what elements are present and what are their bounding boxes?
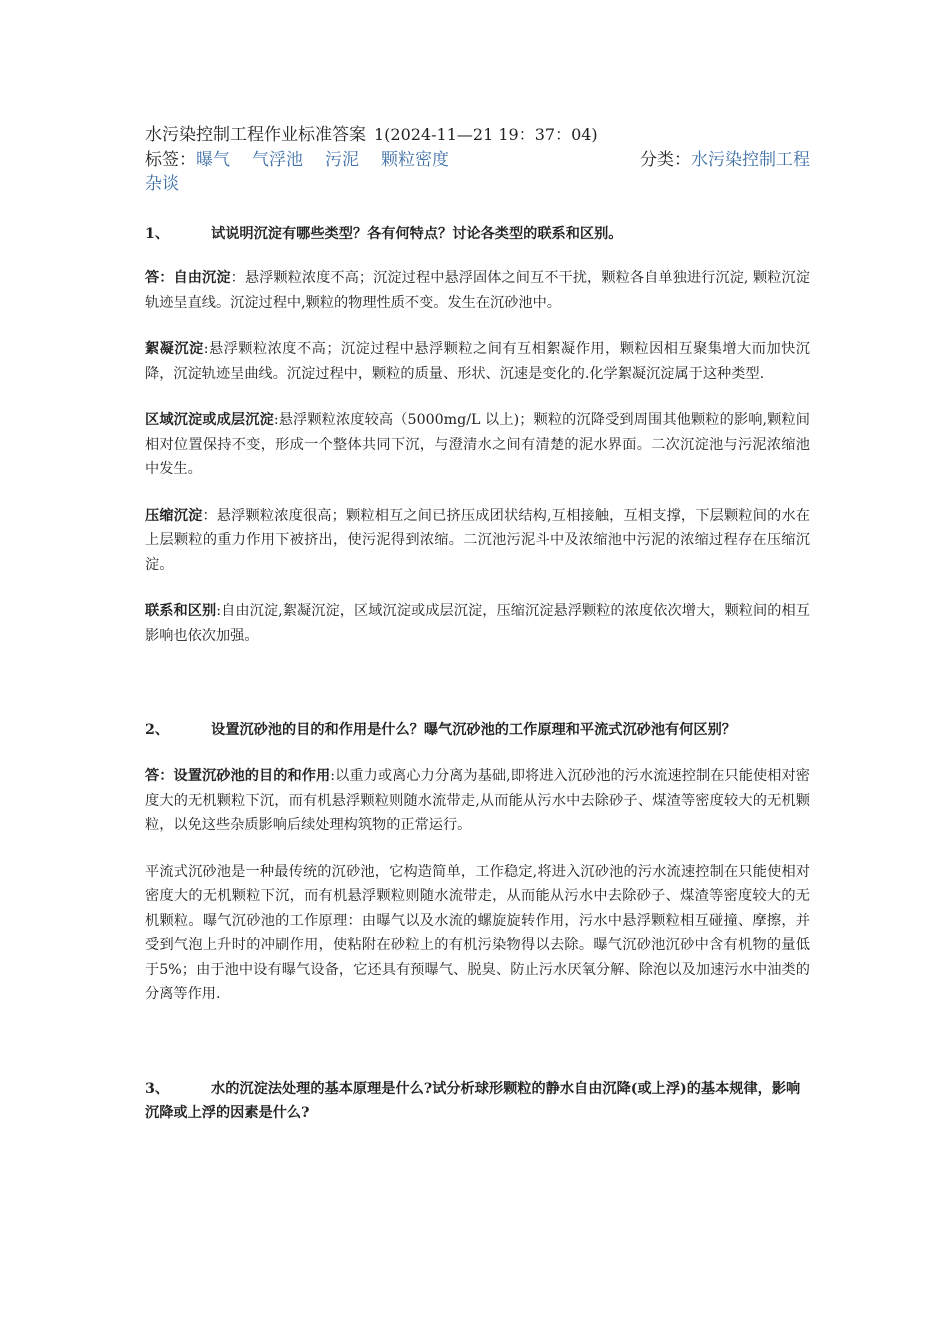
answer-paragraph bbox=[145, 764, 810, 838]
tags-group bbox=[145, 150, 449, 170]
answer-text: :悬浮颗粒浓度较高（5000mg/L 以上)；颗粒的沉降受到周围其他颗粒的影响,颗粒间相对位置保持不变，形成一个整体共同下沉，与澄清水之间有清楚的泥水界面。二次沉淀池与污泥浓缩池中发生。 bbox=[145, 412, 810, 477]
document-title bbox=[145, 122, 810, 148]
answer-text: :以重力或离心力分离为基础,即将进入沉砂池的污水流速控制在只能使相对密度大的无机颗粒下沉，而有机悬浮颗粒则随水流带走,从而能从污水中去除砂子、煤渣等密度较大的无机颗粒，以免这些杂质影响后续处理构筑物的正常运行。 bbox=[145, 768, 810, 833]
answer-text: ：悬浮颗粒浓度不高；沉淀过程中悬浮固体之间互不干扰，颗粒各自单独进行沉淀, 颗粒沉淀轨迹呈直线。沉淀过程中,颗粒的物理性质不变。发生在沉砂池中。 bbox=[145, 270, 810, 311]
question-1 bbox=[145, 222, 810, 246]
answer-text: 平流式沉砂池是一种最传统的沉砂池，它构造简单，工作稳定,将进入沉砂池的污水流速控制在只能使相对密度大的无机颗粒下沉，而有机悬浮颗粒则随水流带走，从而能从污水中去除砂子、煤渣等密度较大的无机颗粒。曝气沉砂池的工作原理：由曝气以及水流的螺旋旋转作用，污水中悬浮颗粒相互碰撞、摩擦，并受到气泡上升时的冲刷作用，使粘附在砂粒上的有机污染物得以去除。曝气沉砂池沉砂中含有机物的量低于5%；由于池中设有曝气设备，它还具有预曝气、脱臭、防止污水厌氧分解、除泡以及加速污水中油类的分离等作用. bbox=[145, 863, 810, 1002]
answer-label: 答：设置沉砂池的目的和作用 bbox=[145, 768, 331, 784]
title-suffix: 1(2024-11—21 19：37：04) bbox=[374, 125, 598, 144]
answer-label: 答：自由沉淀 bbox=[145, 270, 231, 286]
tag-link[interactable]: 曝气 bbox=[196, 150, 230, 170]
question-text: 试说明沉淀有哪些类型？各有何特点？讨论各类型的联系和区别。 bbox=[211, 226, 623, 242]
title-text: 水污染控制工程作业标准答案 bbox=[145, 125, 366, 145]
category-label: 分类： bbox=[640, 150, 691, 170]
question-text: 水的沉淀法处理的基本原理是什么?试分析球形颗粒的静水自由沉降(或上浮)的基本规律，影响沉降或上浮的因素是什么? bbox=[145, 1080, 801, 1121]
answer-label: 区域沉淀或成层沉淀 bbox=[145, 412, 274, 428]
question-text: 设置沉砂池的目的和作用是什么？曝气沉砂池的工作原理和平流式沉砂池有何区别？ bbox=[211, 722, 736, 738]
question-number: 1、 bbox=[145, 226, 170, 242]
category-group bbox=[640, 148, 810, 172]
answer-text: :自由沉淀,絮凝沉淀，区域沉淀或成层沉淀，压缩沉淀悬浮颗粒的浓度依次增大，颗粒间的相互影响也依次加强。 bbox=[145, 603, 810, 644]
answer-label: 絮凝沉淀 bbox=[145, 341, 204, 357]
question-number: 3、 bbox=[145, 1080, 170, 1097]
question-2 bbox=[145, 718, 810, 742]
tag-link[interactable]: 颗粒密度 bbox=[381, 150, 449, 170]
answer-paragraph bbox=[145, 860, 810, 1007]
answer-paragraph bbox=[145, 504, 810, 578]
answer-text: ：悬浮颗粒浓度很高；颗粒相互之间已挤压成团状结构,互相接触，互相支撑，下层颗粒间的水在上层颗粒的重力作用下被挤出，使污泥得到浓缩。二沉池污泥斗中及浓缩池中污泥的浓缩过程存在压缩沉淀。 bbox=[145, 507, 810, 573]
document-page bbox=[145, 122, 810, 1125]
answer-paragraph bbox=[145, 266, 810, 315]
answer-text: :悬浮颗粒浓度不高；沉淀过程中悬浮颗粒之间有互相絮凝作用，颗粒因相互聚集增大而加快沉降，沉淀轨迹呈曲线。沉淀过程中，颗粒的质量、形状、沉速是变化的.化学絮凝沉淀属于这种类型. bbox=[145, 341, 810, 382]
tag-link[interactable]: 气浮池 bbox=[252, 150, 303, 170]
question-number: 2、 bbox=[145, 722, 170, 738]
question-3 bbox=[145, 1077, 810, 1125]
tags-label: 标签： bbox=[145, 150, 196, 170]
tag-link[interactable]: 污泥 bbox=[325, 150, 359, 170]
answer-label: 联系和区别 bbox=[145, 603, 217, 619]
answer-paragraph bbox=[145, 599, 810, 648]
answer-paragraph bbox=[145, 337, 810, 386]
category-link[interactable]: 水污染控制工程 bbox=[691, 150, 810, 170]
answer-paragraph bbox=[145, 408, 810, 482]
meta-row bbox=[145, 148, 810, 196]
category-extra-link[interactable]: 杂谈 bbox=[145, 174, 179, 194]
answer-label: 压缩沉淀 bbox=[145, 507, 203, 524]
